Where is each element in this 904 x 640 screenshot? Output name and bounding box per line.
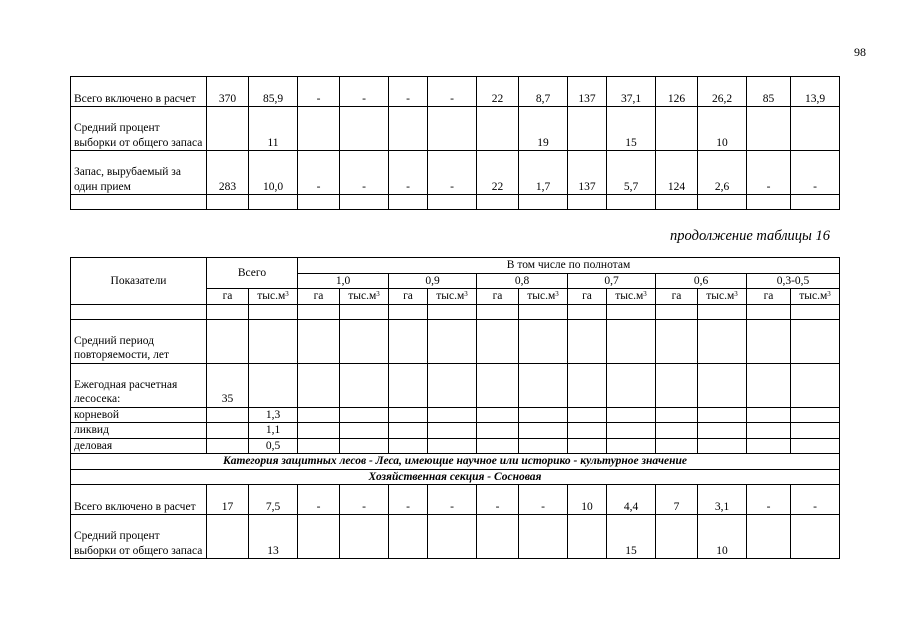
- table-cell: [298, 438, 340, 454]
- table-cell: -: [298, 485, 340, 515]
- header-unit-volume: [340, 289, 389, 305]
- table-cell: [207, 438, 249, 454]
- table-cell: 26,2: [698, 77, 747, 107]
- header-density: 0,9: [389, 273, 477, 289]
- table-cell: [568, 363, 607, 407]
- table-cell: [791, 319, 840, 363]
- header-unit-volume: [698, 289, 747, 305]
- header-unit-volume: [249, 289, 298, 305]
- table-cell: [656, 438, 698, 454]
- table-cell: [477, 407, 519, 423]
- header-unit-ha: га: [656, 289, 698, 305]
- table-cell: [607, 319, 656, 363]
- unit-volume-text: тыс.м: [436, 290, 465, 302]
- table-cell: [568, 107, 607, 151]
- table-cell: -: [747, 485, 791, 515]
- table-row: [71, 304, 840, 319]
- table-cell: [519, 304, 568, 319]
- table-cell: 10: [698, 515, 747, 559]
- table-cell: 85,9: [249, 77, 298, 107]
- table-row: [71, 107, 840, 151]
- header-density: 1,0: [298, 273, 389, 289]
- unit-volume-sup: 3: [643, 290, 647, 298]
- table-cell: [428, 304, 477, 319]
- table-cell: [340, 515, 389, 559]
- table-cell: 10: [568, 485, 607, 515]
- table-cell: [607, 407, 656, 423]
- table-cell: [656, 423, 698, 439]
- table-cell: [791, 407, 840, 423]
- table-cell: -: [428, 151, 477, 195]
- table-cell: -: [389, 151, 428, 195]
- table-cell: -: [340, 151, 389, 195]
- table-cell: [298, 515, 340, 559]
- unit-volume-text: тыс.м: [348, 290, 377, 302]
- table-row: [71, 77, 840, 107]
- table-cell: [298, 407, 340, 423]
- table-cell: [298, 363, 340, 407]
- table-cell: [791, 304, 840, 319]
- table-cell: -: [389, 77, 428, 107]
- table-cell: -: [389, 485, 428, 515]
- table-cell: [249, 195, 298, 210]
- table-cell: [249, 304, 298, 319]
- table-cell: [568, 423, 607, 439]
- table-cell: [207, 319, 249, 363]
- table-cell: 22: [477, 77, 519, 107]
- table-cell: [607, 195, 656, 210]
- table-cell: [249, 363, 298, 407]
- table-cell: [519, 423, 568, 439]
- table-cell: 283: [207, 151, 249, 195]
- table-cell: [656, 363, 698, 407]
- header-unit-ha: га: [568, 289, 607, 305]
- header-density: 0,7: [568, 273, 656, 289]
- table-cell: [389, 407, 428, 423]
- table-cell: [477, 304, 519, 319]
- table-cell: 7: [656, 485, 698, 515]
- table-cell: [207, 423, 249, 439]
- table-cell: [747, 423, 791, 439]
- table-cell: [568, 195, 607, 210]
- table-cell: -: [340, 485, 389, 515]
- table-cell: -: [340, 77, 389, 107]
- table-cell: 137: [568, 77, 607, 107]
- header-density: 0,6: [656, 273, 747, 289]
- table-cell: [207, 304, 249, 319]
- table-cell: [477, 438, 519, 454]
- table-cell: [607, 438, 656, 454]
- table-cell: [747, 319, 791, 363]
- table-cell: 17: [207, 485, 249, 515]
- table-cell: 11: [249, 107, 298, 151]
- unit-volume-text: тыс.м: [706, 290, 735, 302]
- table-cell: [656, 195, 698, 210]
- table-cell: [389, 515, 428, 559]
- header-including: В том числе по полнотам: [298, 258, 840, 274]
- table-cell: [791, 515, 840, 559]
- table-cell: [747, 407, 791, 423]
- header-unit-ha: га: [747, 289, 791, 305]
- table-cell: -: [428, 77, 477, 107]
- table-cell: [747, 363, 791, 407]
- table-cell: [340, 195, 389, 210]
- table-cell: [607, 423, 656, 439]
- table-cell: [568, 407, 607, 423]
- table-cell: [747, 515, 791, 559]
- section-row: Хозяйственная секция - Сосновая: [71, 469, 840, 485]
- row-label: корневой: [71, 407, 207, 423]
- table-cell: [698, 304, 747, 319]
- table-cell: [389, 423, 428, 439]
- table-cell: 370: [207, 77, 249, 107]
- table-cell: [607, 363, 656, 407]
- table-cell: 137: [568, 151, 607, 195]
- table-cell: [519, 438, 568, 454]
- table-cell: 8,7: [519, 77, 568, 107]
- table-cell: 5,7: [607, 151, 656, 195]
- table-cell: [340, 107, 389, 151]
- table-cell: [298, 423, 340, 439]
- table-cell: [207, 407, 249, 423]
- table-cell: [428, 319, 477, 363]
- table-row: [71, 438, 840, 454]
- table-cell: [698, 423, 747, 439]
- table-cell: [568, 304, 607, 319]
- table-cell: -: [477, 485, 519, 515]
- table-row: [71, 407, 840, 423]
- table-cell: [656, 107, 698, 151]
- table-cell: 10: [698, 107, 747, 151]
- row-label: Средний процент выборки от общего запаса: [71, 107, 207, 151]
- table-row: [71, 363, 840, 407]
- row-label: Всего включено в расчет: [71, 485, 207, 515]
- table-cell: [207, 195, 249, 210]
- table-bottom: [70, 257, 840, 559]
- row-label: Средний период повторяемости, лет: [71, 319, 207, 363]
- table-row: [71, 151, 840, 195]
- table-cell: [656, 304, 698, 319]
- table-cell: [207, 515, 249, 559]
- table-cell: [428, 195, 477, 210]
- table-row: [71, 515, 840, 559]
- table-cell: [519, 363, 568, 407]
- table-cell: [298, 319, 340, 363]
- table-cell: [656, 319, 698, 363]
- table-cell: 1,7: [519, 151, 568, 195]
- table-cell: [428, 423, 477, 439]
- category-row: Категория защитных лесов - Леса, имеющие научное или историко - культурное значение: [71, 454, 840, 470]
- table-cell: 85: [747, 77, 791, 107]
- row-label: Всего включено в расчет: [71, 77, 207, 107]
- table-cell: [340, 363, 389, 407]
- unit-volume-sup: 3: [734, 290, 738, 298]
- unit-volume-sup: 3: [555, 290, 559, 298]
- table-row: [71, 195, 840, 210]
- page-number: 98: [854, 45, 866, 59]
- table-cell: [428, 107, 477, 151]
- table-cell: [747, 438, 791, 454]
- table-cell: [428, 363, 477, 407]
- table-cell: [389, 304, 428, 319]
- header-density: 0,3-0,5: [747, 273, 840, 289]
- table-cell: [568, 319, 607, 363]
- header-indicators: Показатели: [71, 258, 207, 305]
- table-row: [71, 485, 840, 515]
- table-cell: 19: [519, 107, 568, 151]
- table-cell: [519, 407, 568, 423]
- table-cell: [298, 304, 340, 319]
- table-cell: 1,1: [249, 423, 298, 439]
- table-row: [71, 319, 840, 363]
- table-cell: -: [791, 151, 840, 195]
- table-cell: [389, 107, 428, 151]
- header-total: Всего: [207, 258, 298, 289]
- row-label: Средний процент выборки от общего запаса: [71, 515, 207, 559]
- table-cell: [477, 195, 519, 210]
- table-cell: [389, 438, 428, 454]
- table-cell: -: [747, 151, 791, 195]
- table-cell: [656, 515, 698, 559]
- table-cell: [298, 107, 340, 151]
- unit-volume-text: тыс.м: [615, 290, 644, 302]
- table-cell: [519, 195, 568, 210]
- table-cell: [428, 407, 477, 423]
- table-top: [70, 76, 840, 210]
- table-cell: [428, 438, 477, 454]
- header-density: 0,8: [477, 273, 568, 289]
- table-cell: 13: [249, 515, 298, 559]
- table-cell: 1,3: [249, 407, 298, 423]
- table-cell: [747, 195, 791, 210]
- table-cell: -: [298, 77, 340, 107]
- table-cell: [477, 107, 519, 151]
- unit-volume-sup: 3: [827, 290, 831, 298]
- table-cell: [249, 319, 298, 363]
- table-cell: [477, 319, 519, 363]
- header-unit-volume: [428, 289, 477, 305]
- table-cell: [607, 304, 656, 319]
- unit-volume-text: тыс.м: [527, 290, 556, 302]
- table-cell: 13,9: [791, 77, 840, 107]
- table-cell: [477, 363, 519, 407]
- table-cell: [747, 304, 791, 319]
- table-cell: -: [791, 485, 840, 515]
- table-cell: 126: [656, 77, 698, 107]
- table-cell: [747, 107, 791, 151]
- table-cell: 4,4: [607, 485, 656, 515]
- table-cell: [477, 423, 519, 439]
- table-cell: 2,6: [698, 151, 747, 195]
- table-cell: -: [519, 485, 568, 515]
- table-cell: -: [428, 485, 477, 515]
- row-label: [71, 304, 207, 319]
- table-cell: 37,1: [607, 77, 656, 107]
- table-cell: [698, 407, 747, 423]
- table-cell: 124: [656, 151, 698, 195]
- table-cell: [698, 438, 747, 454]
- unit-volume-text: тыс.м: [799, 290, 828, 302]
- table-cell: [298, 195, 340, 210]
- table-cell: 0,5: [249, 438, 298, 454]
- row-label: деловая: [71, 438, 207, 454]
- table-cell: 10,0: [249, 151, 298, 195]
- table-cell: [791, 438, 840, 454]
- unit-volume-text: тыс.м: [257, 290, 286, 302]
- table-cell: [791, 363, 840, 407]
- table-row: [71, 423, 840, 439]
- table-cell: [791, 423, 840, 439]
- header-unit-ha: га: [389, 289, 428, 305]
- table-cell: [207, 107, 249, 151]
- table-cell: [428, 515, 477, 559]
- header-unit-volume: [607, 289, 656, 305]
- unit-volume-sup: 3: [285, 290, 289, 298]
- table-cell: [656, 407, 698, 423]
- table-cell: [340, 423, 389, 439]
- table-cell: [568, 515, 607, 559]
- table-cell: [791, 107, 840, 151]
- table-cell: [389, 195, 428, 210]
- table-cell: [698, 319, 747, 363]
- table-cell: [340, 304, 389, 319]
- table-cell: [477, 515, 519, 559]
- table-cell: [340, 407, 389, 423]
- table-cell: [340, 438, 389, 454]
- header-unit-volume: [791, 289, 840, 305]
- table-cell: [568, 438, 607, 454]
- header-unit-ha: га: [477, 289, 519, 305]
- unit-volume-sup: 3: [464, 290, 468, 298]
- table-cell: [791, 195, 840, 210]
- table-cell: [519, 515, 568, 559]
- table-cell: [389, 363, 428, 407]
- table-cell: 7,5: [249, 485, 298, 515]
- row-label: ликвид: [71, 423, 207, 439]
- table-cell: 3,1: [698, 485, 747, 515]
- row-label: Ежегодная расчетная лесосека:: [71, 363, 207, 407]
- table-caption: продолжение таблицы 16: [670, 228, 830, 244]
- table-cell: -: [298, 151, 340, 195]
- unit-volume-sup: 3: [376, 290, 380, 298]
- header-unit-ha: га: [298, 289, 340, 305]
- table-cell: [340, 319, 389, 363]
- table-cell: [698, 363, 747, 407]
- row-label: Запас, вырубаемый за один прием: [71, 151, 207, 195]
- table-cell: [698, 195, 747, 210]
- header-unit-ha: га: [207, 289, 249, 305]
- table-cell: 15: [607, 107, 656, 151]
- table-cell: 22: [477, 151, 519, 195]
- table-cell: 15: [607, 515, 656, 559]
- table-cell: 35: [207, 363, 249, 407]
- header-unit-volume: [519, 289, 568, 305]
- row-label: [71, 195, 207, 210]
- table-cell: [389, 319, 428, 363]
- table-cell: [519, 319, 568, 363]
